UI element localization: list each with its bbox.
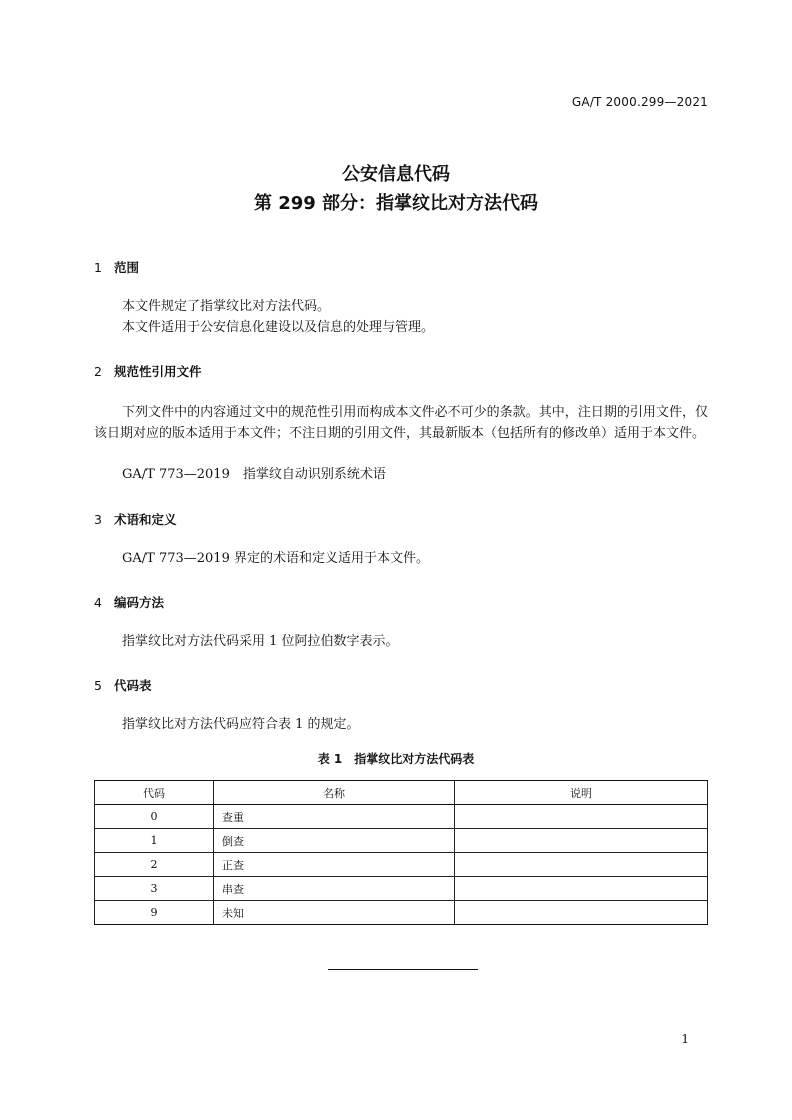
end-of-document-rule (328, 969, 478, 970)
table-row (95, 829, 708, 853)
page-number: 1 (681, 1032, 689, 1046)
column-header-code: 代码 (95, 781, 214, 805)
section-number: 4 (94, 595, 102, 610)
name-cell: 倒查 (214, 829, 455, 853)
section-4-heading (94, 593, 164, 611)
name-cell: 查重 (214, 805, 455, 829)
standard-code: GA/T 2000.299—2021 (571, 95, 708, 109)
description-cell (455, 805, 708, 829)
document-title-line2: 第 299 部分：指掌纹比对方法代码 (253, 193, 539, 214)
code-cell: 1 (95, 829, 214, 853)
section-title: 代码表 (114, 678, 152, 693)
paragraph: 指掌纹比对方法代码应符合表 1 的规定。 (122, 717, 360, 732)
code-cell: 9 (95, 901, 214, 925)
table-header-row (95, 781, 708, 805)
paragraph: GA/T 773—2019 界定的术语和定义适用于本文件。 (122, 551, 429, 566)
section-title: 术语和定义 (114, 512, 177, 527)
description-cell (455, 829, 708, 853)
table-caption: 表 1 指掌纹比对方法代码表 (317, 752, 475, 766)
table-row (95, 853, 708, 877)
column-header-name: 名称 (214, 781, 455, 805)
code-cell: 2 (95, 853, 214, 877)
section-title: 范围 (114, 260, 140, 275)
paragraph: 指掌纹比对方法代码采用 1 位阿拉伯数字表示。 (122, 634, 399, 649)
table-row (95, 901, 708, 925)
paragraph: 本文件规定了指掌纹比对方法代码。 (122, 299, 331, 314)
section-title: 规范性引用文件 (114, 364, 202, 379)
section-5-heading (94, 676, 152, 694)
section-number: 3 (94, 512, 102, 527)
section-1-heading (94, 258, 139, 276)
name-cell: 串查 (214, 877, 455, 901)
name-cell: 正查 (214, 853, 455, 877)
paragraph: 下列文件中的内容通过文中的规范性引用而构成本文件必不可少的条款。其中，注日期的引用文件，仅该日期对应的版本适用于本文件；不注日期的引用文件，其最新版本（包括所有的修改单）适用于本文件。 (94, 405, 708, 441)
section-number: 2 (94, 364, 102, 379)
normative-reference: GA/T 773—2019 指掌纹自动识别系统术语 (122, 467, 386, 482)
section-2-heading (94, 362, 202, 380)
section-3-heading (94, 510, 177, 528)
description-cell (455, 901, 708, 925)
name-cell: 未知 (214, 901, 455, 925)
table-row (95, 805, 708, 829)
description-cell (455, 853, 708, 877)
paragraph: 本文件适用于公安信息化建设以及信息的处理与管理。 (122, 320, 435, 335)
document-title-line1: 公安信息代码 (342, 164, 450, 185)
description-cell (455, 877, 708, 901)
section-title: 编码方法 (114, 595, 165, 610)
column-header-description: 说明 (455, 781, 708, 805)
section-number: 5 (94, 678, 102, 693)
code-cell: 0 (95, 805, 214, 829)
table-row (95, 877, 708, 901)
section-number: 1 (94, 260, 102, 275)
code-table (94, 780, 708, 925)
code-cell: 3 (95, 877, 214, 901)
